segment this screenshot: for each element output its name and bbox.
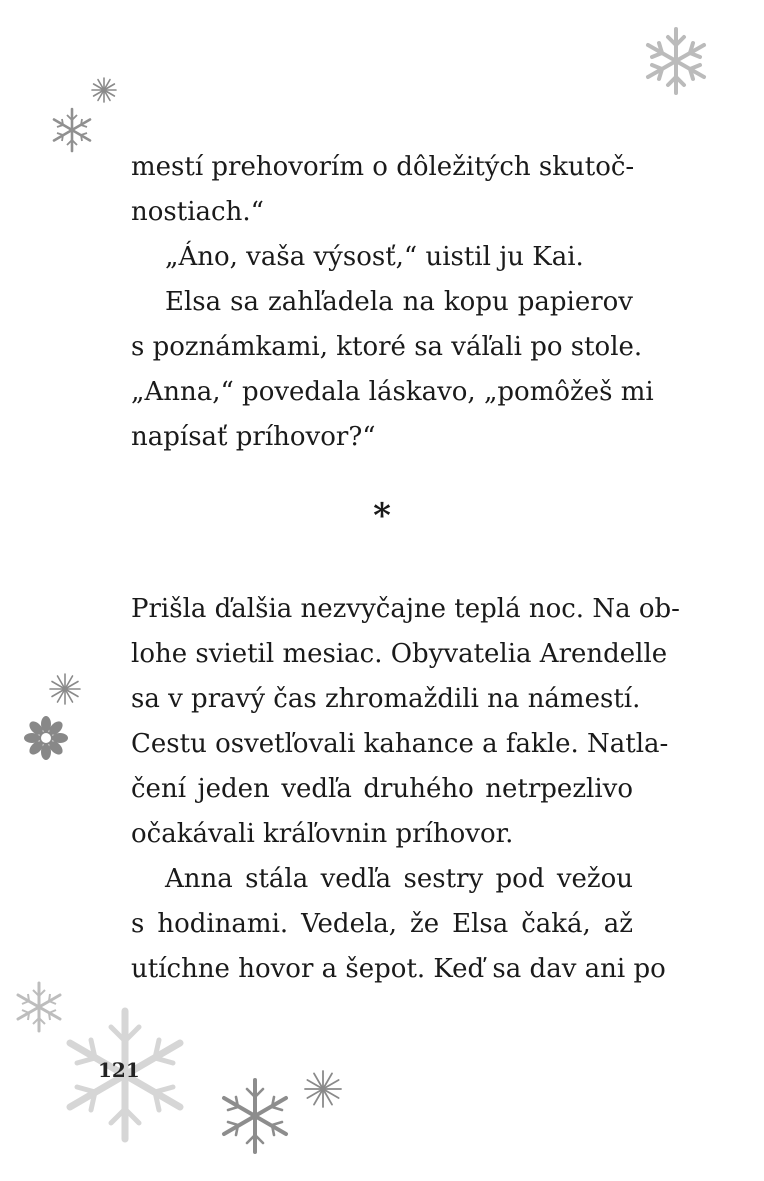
- text-line: mestí prehovorím o dôležitých skutoč-: [131, 152, 635, 182]
- snowflake-icon: [215, 1076, 295, 1156]
- page-number: 121: [98, 1058, 140, 1082]
- snowflake-icon: [48, 106, 96, 154]
- text-line: „Anna,“ povedala láskavo, „pomôžeš mi: [131, 377, 654, 407]
- text-block-1: [131, 145, 654, 460]
- text-line: napísať príhovor?“: [131, 422, 376, 452]
- text-line: Cestu osvetľovali kahance a fakle. Natla-: [131, 729, 669, 759]
- snowflake-icon: [640, 25, 712, 97]
- text-block-2: [131, 587, 680, 992]
- section-separator: *: [373, 496, 391, 536]
- text-line: Prišla ďalšia nezvyčajne teplá noc. Na ob-: [131, 594, 680, 624]
- snowflake-icon: [48, 672, 82, 706]
- text-line: čení jeden vedľa druhého netrpezlivo: [131, 774, 633, 804]
- flower-icon: [22, 714, 70, 762]
- text-line: Anna stála vedľa sestry pod vežou: [165, 864, 633, 894]
- text-line: Elsa sa zahľadela na kopu papierov: [165, 287, 633, 317]
- text-line: nostiach.“: [131, 197, 264, 227]
- text-line: lohe svietil mesiac. Obyvatelia Arendelle: [131, 639, 668, 669]
- text-line: sa v pravý čas zhromaždili na námestí.: [131, 684, 641, 714]
- text-line: „Áno, vaša výsosť,“ uistil ju Kai.: [165, 242, 584, 272]
- snowflake-icon: [90, 76, 118, 104]
- text-line: očakávali kráľovnin príhovor.: [131, 819, 514, 849]
- text-line: utíchne hovor a šepot. Keď sa dav ani po: [131, 954, 666, 984]
- text-line: s poznámkami, ktoré sa váľali po stole.: [131, 332, 643, 362]
- snowflake-icon: [302, 1068, 344, 1110]
- text-line: s hodinami. Vedela, že Elsa čaká, až: [131, 909, 633, 939]
